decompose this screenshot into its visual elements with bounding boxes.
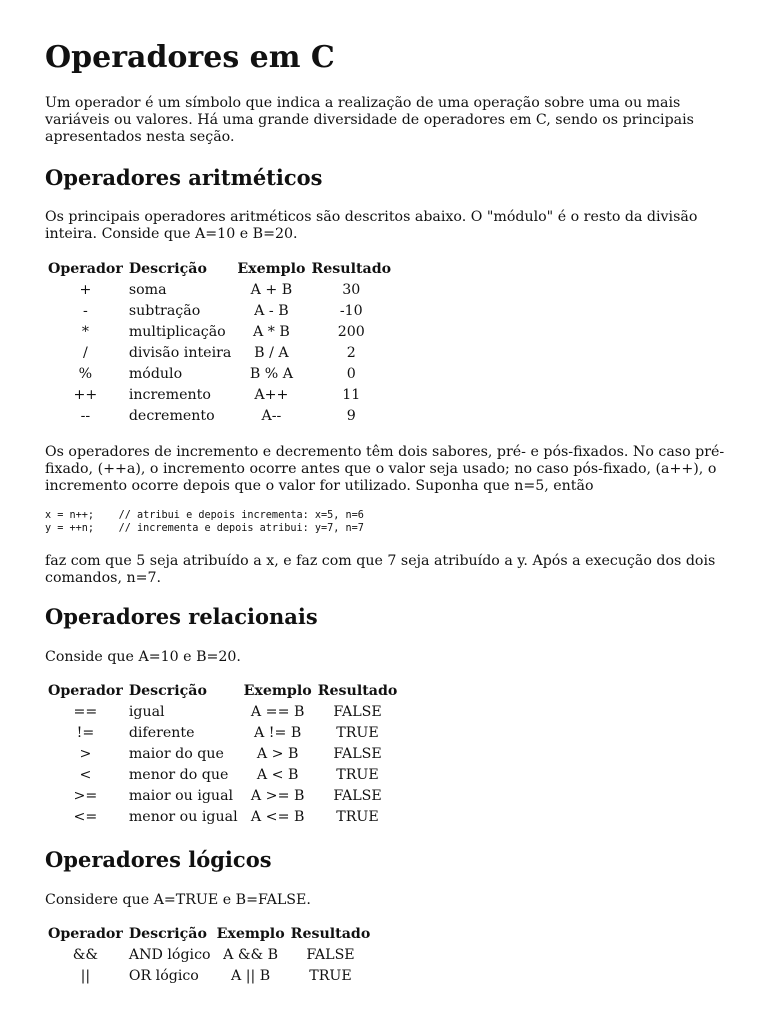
col-header-resultado: Resultado	[317, 683, 398, 699]
description-cell: menor do que	[128, 767, 229, 783]
table-row	[45, 385, 394, 406]
example-cell: A--	[261, 408, 282, 424]
col-header-descricao: Descrição	[128, 926, 207, 942]
table-row	[45, 744, 400, 765]
arith-table	[45, 259, 394, 427]
description-cell: decremento	[128, 408, 215, 424]
table-row	[45, 765, 400, 786]
example-cell: A == B	[250, 704, 305, 720]
col-header-exemplo: Exemplo	[243, 683, 312, 699]
example-cell: A || B	[230, 968, 271, 984]
operator-cell: --	[80, 408, 91, 424]
result-cell: 30	[342, 282, 361, 298]
after-code-paragraph: faz com que 5 seja atribuído a x, e faz com que 7 seja atribuído a y. Após a execução dos dois comandos, n=7.	[45, 553, 716, 586]
example-cell: A + B	[250, 282, 293, 298]
operator-cell: <=	[73, 809, 98, 825]
result-cell: TRUE	[336, 767, 379, 783]
table-row	[45, 280, 394, 301]
rel-paragraph: Conside que A=10 e B=20.	[45, 649, 241, 665]
page-title: Operadores em C	[45, 40, 335, 75]
operator-cell: ||	[80, 968, 91, 984]
col-header-resultado: Resultado	[311, 261, 392, 277]
description-cell: incremento	[128, 387, 211, 403]
result-cell: 200	[337, 324, 365, 340]
table-row	[45, 322, 394, 343]
operator-cell: !=	[76, 725, 95, 741]
log-heading: Operadores lógicos	[45, 847, 272, 872]
table-row	[45, 945, 373, 966]
operator-cell: -	[83, 303, 88, 319]
example-cell: B / A	[254, 345, 289, 361]
operator-cell: <	[79, 767, 92, 783]
table-row	[45, 723, 400, 744]
operator-cell: +	[79, 282, 92, 298]
description-cell: soma	[128, 282, 167, 298]
col-header-descricao: Descrição	[128, 683, 207, 699]
example-cell: A++	[254, 387, 289, 403]
result-cell: FALSE	[333, 704, 382, 720]
table-header-row	[45, 681, 400, 702]
result-cell: -10	[339, 303, 363, 319]
result-cell: 9	[346, 408, 356, 424]
code-line-2: y = ++n; // incrementa e depois atribui: y=7, n=7	[45, 523, 364, 534]
operator-cell: >	[79, 746, 92, 762]
example-cell: B % A	[249, 366, 293, 382]
code-line-1: x = n++; // atribui e depois incrementa: x=5, n=6	[45, 510, 364, 521]
description-cell: menor ou igual	[128, 809, 238, 825]
example-cell: A > B	[256, 746, 299, 762]
operator-cell: >=	[73, 788, 98, 804]
col-header-descricao: Descrição	[128, 261, 207, 277]
table-row	[45, 343, 394, 364]
description-cell: AND lógico	[128, 947, 211, 963]
operator-cell: ++	[73, 387, 98, 403]
example-cell: A != B	[254, 725, 302, 741]
example-cell: A - B	[254, 303, 289, 319]
example-cell: A >= B	[250, 788, 305, 804]
result-cell: TRUE	[309, 968, 352, 984]
result-cell: FALSE	[306, 947, 355, 963]
col-header-operador: Operador	[48, 683, 123, 699]
table-row	[45, 364, 394, 385]
table-row	[45, 807, 400, 828]
operator-cell: &&	[72, 947, 99, 963]
col-header-operador: Operador	[48, 926, 123, 942]
rel-table	[45, 681, 400, 828]
table-header-row	[45, 924, 373, 945]
description-cell: módulo	[128, 366, 183, 382]
arith-paragraph: Os principais operadores aritméticos são descritos abaixo. O "módulo" é o resto da divisão inteira. Conside que A=10 e B=20.	[45, 209, 698, 242]
result-cell: 11	[342, 387, 361, 403]
col-header-operador: Operador	[48, 261, 123, 277]
table-header-row	[45, 259, 394, 280]
operator-cell: /	[83, 345, 88, 361]
table-row	[45, 406, 394, 427]
result-cell: FALSE	[333, 746, 382, 762]
description-cell: maior do que	[128, 746, 224, 762]
col-header-exemplo: Exemplo	[216, 926, 285, 942]
description-cell: maior ou igual	[128, 788, 234, 804]
arith-heading: Operadores aritméticos	[45, 165, 323, 190]
log-table	[45, 924, 373, 987]
description-cell: subtração	[128, 303, 201, 319]
table-row	[45, 786, 400, 807]
incdec-paragraph: Os operadores de incremento e decremento têm dois sabores, pré- e pós-fixados. No caso pré-fixado, (++a), o incremento ocorre antes que o valor seja usado; no caso pós-fixado, (a++), o incremento ocorre depois que o valor for utilizado. Suponha que n=5, então	[45, 444, 725, 494]
example-cell: A * B	[253, 324, 290, 340]
result-cell: TRUE	[336, 809, 379, 825]
example-cell: A < B	[256, 767, 299, 783]
description-cell: OR lógico	[128, 968, 199, 984]
rel-heading: Operadores relacionais	[45, 604, 318, 629]
description-cell: diferente	[128, 725, 195, 741]
result-cell: 0	[346, 366, 356, 382]
result-cell: 2	[346, 345, 356, 361]
table-row	[45, 301, 394, 322]
intro-paragraph: Um operador é um símbolo que indica a realização de uma operação sobre uma ou mais variáveis ou valores. Há uma grande diversidade de operadores em C, sendo os principais apresentados nesta seção.	[45, 95, 694, 145]
description-cell: multiplicação	[128, 324, 226, 340]
result-cell: TRUE	[336, 725, 379, 741]
operator-cell: %	[78, 366, 93, 382]
log-paragraph: Considere que A=TRUE e B=FALSE.	[45, 892, 311, 908]
operator-cell: ==	[73, 704, 98, 720]
example-cell: A && B	[223, 947, 279, 963]
result-cell: FALSE	[333, 788, 382, 804]
col-header-exemplo: Exemplo	[237, 261, 306, 277]
description-cell: divisão inteira	[128, 345, 232, 361]
table-row	[45, 702, 400, 723]
table-row	[45, 966, 373, 987]
example-cell: A <= B	[250, 809, 305, 825]
operator-cell: *	[81, 324, 89, 340]
col-header-resultado: Resultado	[290, 926, 371, 942]
description-cell: igual	[128, 704, 165, 720]
